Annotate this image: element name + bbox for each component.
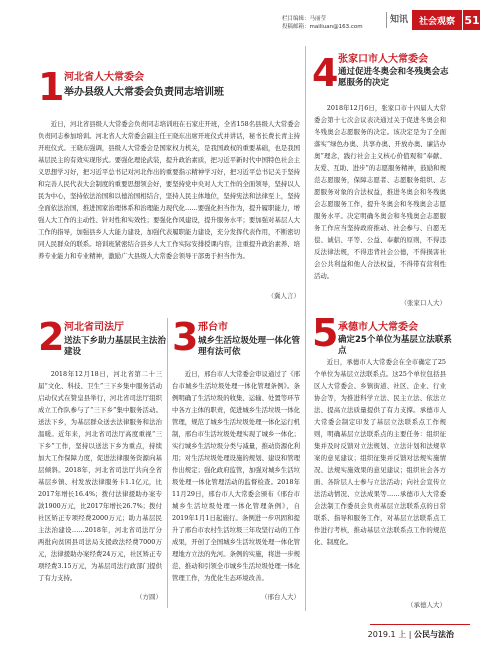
editor-label: 栏目编辑：马丽莹 bbox=[282, 16, 327, 22]
section-title: 社会观察 bbox=[412, 10, 462, 30]
article-3-source: （邢台人大） bbox=[261, 593, 300, 601]
article-2-source: （方圆） bbox=[136, 593, 162, 601]
article-title: 送法下乡助力基层民主法治建设 bbox=[64, 336, 167, 357]
article-5-body bbox=[314, 356, 446, 548]
article-location: 河北省人大常委会 bbox=[64, 72, 144, 83]
article-5-source: （承德人大） bbox=[407, 601, 446, 609]
brand-label: 知讯 bbox=[386, 12, 416, 28]
footer-separator: | bbox=[408, 630, 412, 639]
article-number: 2 bbox=[38, 315, 65, 359]
article-5 bbox=[312, 311, 462, 356]
article-4-body bbox=[314, 102, 446, 282]
column-divider bbox=[167, 318, 168, 608]
article-body-text: 近日，承德市人大常委会在全市确定了25个单位为基层立法联系点。这25个单位包括县区人大常委会、乡镇街道、社区、企业、行业协会等，为推进科学立法、民主立法、依法立法、提高立法质量提供了有力支撑。承德市人大常委会制定印发了基层立法联系点工作规则，明确基层立法联系点的主要任务：组织征集并及时反馈对立法规划、立法计划和法规草案的意见建议；组织征集并反馈对法规实施情况、法规实施效果的意见建议；组织社会各方面、各阶层人士参与立法活动；向社会宣传立法活动情况、立法成果等……承德市人大常委会法制工作委员会负责基层立法联系点的日常联系、指导和服务工作，对基层立法联系点工作进行考核，推动基层立法联系点工作的规范化、制度化。 bbox=[314, 358, 446, 546]
footer-half: 上 bbox=[398, 630, 407, 639]
article-3-body bbox=[172, 368, 300, 584]
article-location: 张家口市人大常委会 bbox=[338, 54, 428, 65]
article-title: 确定25个单位为基层立法联系点 bbox=[338, 335, 452, 356]
email-label: 投稿邮箱：mailiuan@163.com bbox=[282, 24, 363, 30]
column-divider bbox=[305, 46, 306, 611]
header-editor-info bbox=[282, 15, 382, 31]
article-1 bbox=[38, 64, 248, 110]
footer-issue: 2019.1 bbox=[367, 630, 396, 639]
article-body-text: 近日，河北省县级人大常委会负责同志培训班在石家庄开班，全省158名县级人大常委会负责同志参加培训。河北省人大常委会副主任王晓东出席开班仪式并讲话，秘书长费长青主持开班仪式。王晓东强调，县级人大常委会是国家权力机关，是我国政权的重要基础，也是我国基层民主的有效实现形式。要强化理论武装，提升政治素质，把习近平新时代中国特色社会主义思想学习好，把习近平总书记对河北作出的重要指示精神学习好，把习近平总书记关于坚持和完善人民代表大会制度的重要思想领会好，要坚持党中央对人大工作的全面领导，坚持以人民为中心，坚持依法治国和以德治国相结合，坚持人民主体地位，坚持宪法和法律至上，坚持全面依法治国，推进国家治理体系和治理能力现代化……要强化担当作为，提升履职能力，增强人大工作的主动性、针对性和实效性；要强化作风建设，提升服务水平；要加强对基层人大工作的指导，加强县乡人大能力建设，加强代表履职能力建设，充分发挥代表作用，不断密切同人民群众的联系。培训班紧密结合县乡人大工作实际安排授课内容，注重提升政治素养、培养专业能力和专业精神，激励广大县级人大常委会领导干部勇于担当作为。 bbox=[38, 120, 301, 260]
article-number: 1 bbox=[38, 65, 65, 109]
article-body-text: 2018年12月18日，河北省第二十三届“文化、科技、卫生”三下乡集中服务活动启动仪式在赞皇县举行，河北省司法厅组织成立工作队参与了“三下乡”集中服务活动。送法下乡，为基层群众送去法律服务和法治温暖。近年来，河北省司法厅高度重视“三下乡”工作，坚持以送法下乡为重点，持续加大工作保障力度，促进法律服务资源向基层倾斜。2018年，河北省司法厅共向全省基层乡镇、村发放法律服务卡1.1亿元，比2017年增长16.4%；拨付法律援助办案专款1900万元，比2017年增长26.7%；拨付社区矫正专项经费2000万元；助力基层民主法治建设……2018年，河北省司法厅分两批向贫困县司法局支援政法经费7000万元，法律援助办案经费24万元，社区矫正专项经费3.15万元，为基层司法行政部门提供了有力支持。 bbox=[38, 370, 162, 582]
article-location: 承德市人大常委会 bbox=[338, 322, 418, 333]
article-1-body bbox=[38, 118, 300, 262]
article-4 bbox=[312, 50, 462, 100]
article-2-body bbox=[38, 368, 162, 584]
footer-magazine: 公民与法治 bbox=[414, 630, 454, 639]
article-number: 4 bbox=[312, 51, 339, 95]
article-number: 3 bbox=[172, 315, 199, 359]
article-body-text: 近日，邢台市人大常委会审议通过了《邢台市城乡生活垃圾处理一体化管理条例》。条例明确了生活垃圾的收集、运输、处置等环节中各方主体的职责，促进城乡生活垃圾一体化管理，规范了城乡生活垃圾处理一体化运行机制，邢台市生活垃圾处理实现了城乡一体化；实行城乡生活垃圾分类与减量，推动资源化利用；对生活垃圾处理设施的规划、建设和管理作出规定；强化政府监管，加强对城乡生活垃圾处理一体化管理活动的监督检查。2018年11月29日，邢台市人大常委会颁布《邢台市城乡生活垃圾处理一体化管理条例》，自2019年1月1日起施行。条例进一步巩固和提升了邢台市农村生活垃圾三年攻坚行动的工作成果，开创了全国城乡生活垃圾处理一体化管理地方立法的先河。条例的实施，将进一步规范、推动和引领全市城乡生活垃圾处理一体化管理工作，为优化生态环境改善。 bbox=[172, 370, 300, 582]
article-title: 通过促进冬奥会和冬残奥会志愿服务的决定 bbox=[338, 67, 449, 88]
page-number: 51 bbox=[462, 10, 480, 30]
article-1-source: （冀人言） bbox=[267, 292, 300, 300]
article-2 bbox=[38, 316, 168, 360]
article-4-source: （张家口人大） bbox=[400, 299, 446, 307]
article-number: 5 bbox=[312, 311, 339, 355]
footer-rule bbox=[370, 624, 470, 625]
article-body-text: 2018年12月6日，张家口市十四届人大常委会第十七次会议表决通过关于促进冬奥会和冬残奥会志愿服务的决定。该决定是为了全面落实“绿色办奥、共享办奥、开放办奥、廉洁办奥”理念，践行社会主义核心价值观和“奉献、友爱、互助、进步”的志愿服务精神，鼓励和规范志愿服务，保障志愿者、志愿服务组织、志愿服务对象的合法权益，推进冬奥会和冬残奥会志愿服务工作，提升冬奥会和冬残奥会志愿服务水平。决定明确冬奥会和冬残奥会志愿服务工作应当坚持政府推动、社会参与、自愿无偿、诚信、平等、公益、奉献的原则，不得违反法律法规，不得违背社会公德，不得损害社会公共利益和他人合法权益，不得带有营利性活动。 bbox=[314, 104, 446, 280]
footer bbox=[368, 629, 454, 640]
article-title: 举办县级人大常委会负责同志培训班 bbox=[64, 87, 224, 98]
article-location: 邢台市 bbox=[198, 322, 228, 333]
article-title: 城乡生活垃圾处理一体化管理有法可依 bbox=[198, 336, 301, 357]
article-location: 河北省司法厅 bbox=[64, 322, 124, 333]
article-3 bbox=[172, 316, 302, 360]
